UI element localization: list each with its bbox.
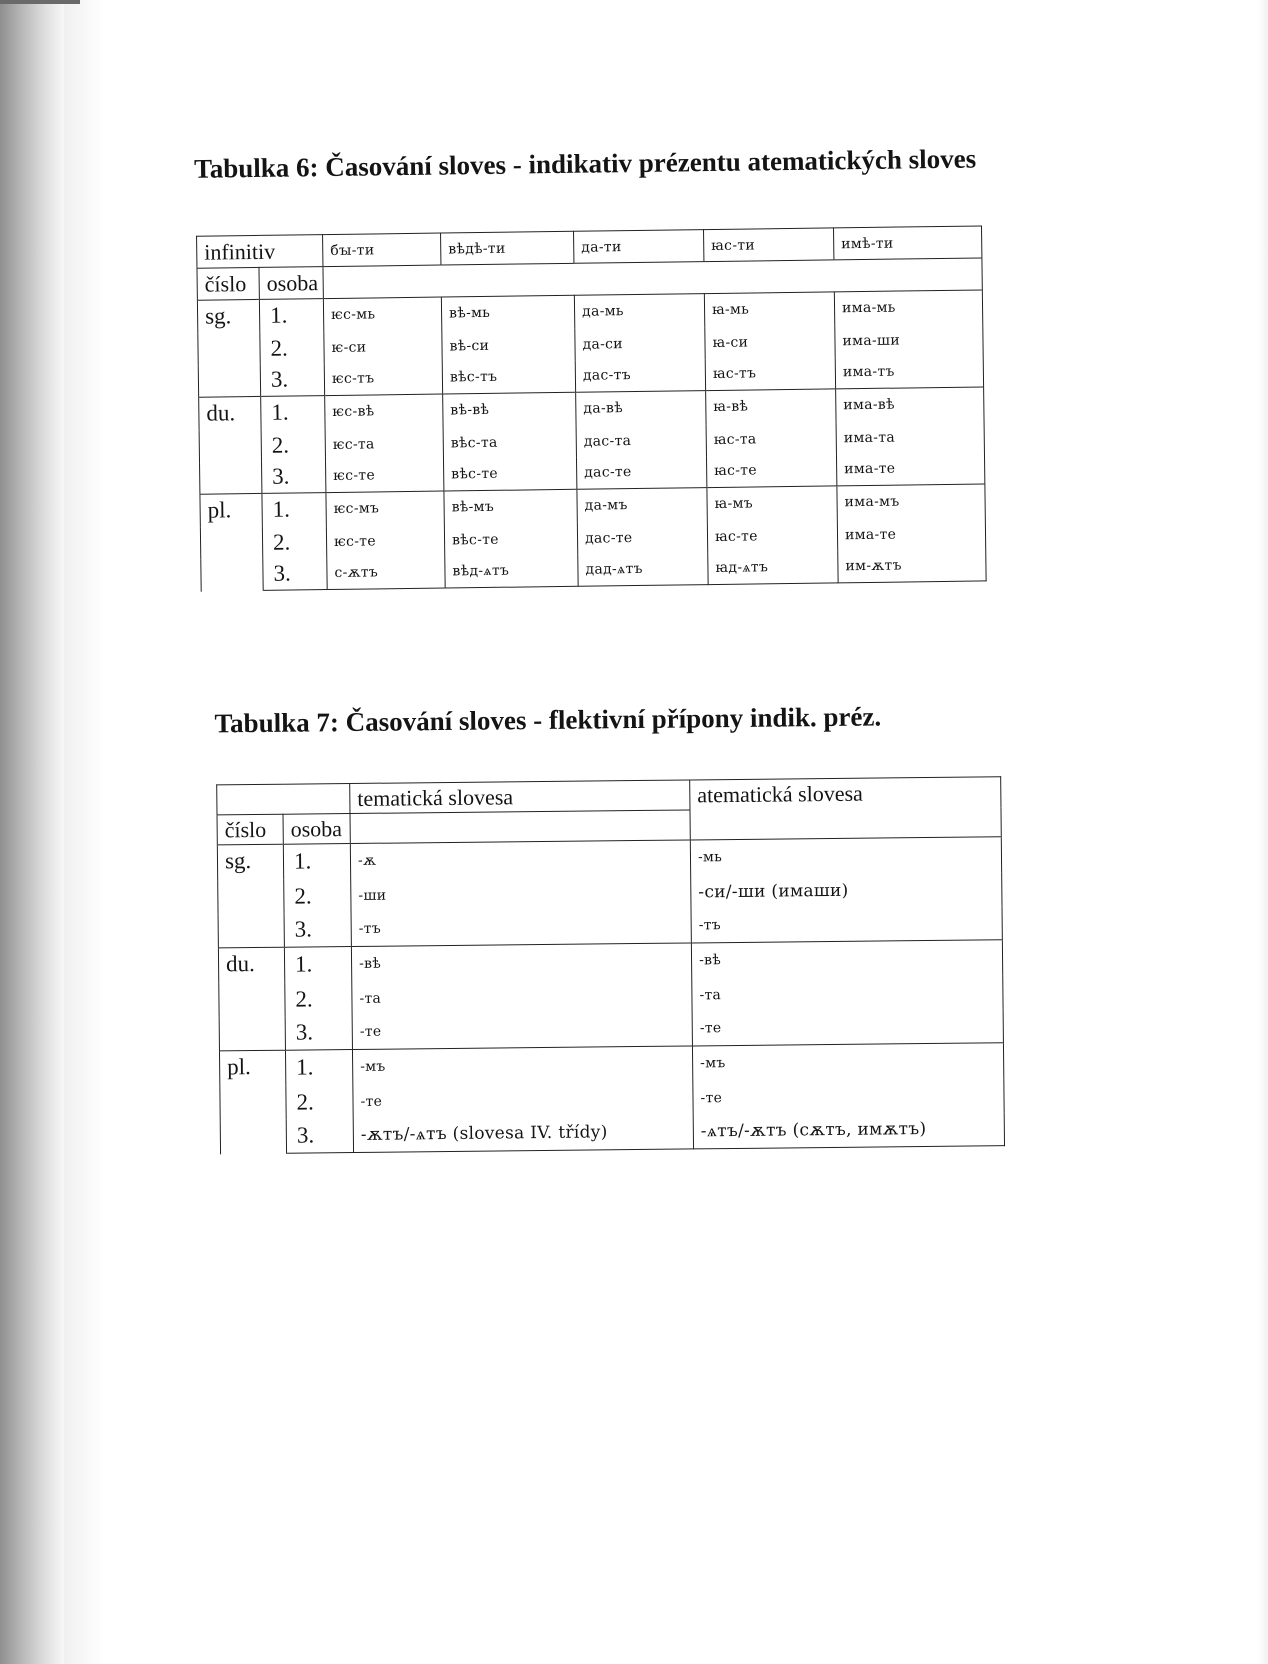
atematic-ending: -ѧтъ/-ѫтъ (сѫтъ, имѫтъ) xyxy=(693,1112,1004,1149)
verb-form: има-те xyxy=(837,517,985,551)
atematic-ending: -си/-ши (имаши) xyxy=(691,872,1002,909)
person-label: 1. xyxy=(284,947,351,983)
tematic-ending: -те xyxy=(352,1012,692,1050)
atematic-ending: -та xyxy=(692,975,1003,1012)
person-label: 1. xyxy=(259,299,323,333)
atematic-ending: -те xyxy=(692,1009,1003,1046)
table6-caption: Tabulka 6: Časování sloves - indikativ prézentu atematických sloves xyxy=(193,143,977,184)
verb-header: да-ти xyxy=(574,230,704,264)
verb-form: дас-те xyxy=(577,521,707,555)
verb-form: ѥс-та xyxy=(325,427,443,461)
person-label: 3. xyxy=(263,558,327,591)
gutter-shadow xyxy=(64,0,104,1664)
tematic-ending: -ѫтъ/-ѧтъ (slovesa IV. třídy) xyxy=(353,1115,693,1153)
verb-form: има-мъ xyxy=(837,484,985,519)
verb-header: вѣдѣ-ти xyxy=(441,231,574,265)
empty-cell xyxy=(690,807,1001,840)
verb-form: вѣс-та xyxy=(443,425,576,459)
atematic-ending: -мъ xyxy=(692,1043,1003,1081)
verb-form: вѣд-ѧтъ xyxy=(445,554,578,588)
table6-block xyxy=(0,0,1268,587)
empty-cell xyxy=(350,810,690,844)
person-label: 3. xyxy=(285,1016,352,1051)
verb-form: ꙗс-та xyxy=(706,422,836,456)
number-label: pl. xyxy=(219,1050,286,1154)
verb-header: имѣ-ти xyxy=(834,226,982,260)
tematic-ending: -тъ xyxy=(351,909,691,947)
verb-form: има-тъ xyxy=(835,355,983,389)
person-label: 3. xyxy=(262,461,326,494)
verb-form: ꙗс-те xyxy=(706,454,836,488)
verb-form: вѣс-те xyxy=(444,522,577,556)
page-edge xyxy=(1258,0,1268,1664)
person-label: 2. xyxy=(260,332,324,365)
tematic-ending: -ши xyxy=(351,875,691,913)
table6 xyxy=(196,225,987,591)
table7 xyxy=(216,776,1005,1154)
verb-form: вѣс-тъ xyxy=(442,360,575,394)
verb-form: има-та xyxy=(836,420,984,454)
person-label: 3. xyxy=(284,913,351,948)
verb-form: ꙗ-мъ xyxy=(707,486,837,521)
verb-form: дас-тъ xyxy=(575,359,705,393)
verb-form: ꙗ-си xyxy=(705,325,835,359)
person-label: 1. xyxy=(283,844,350,880)
atematic-ending: -те xyxy=(693,1078,1004,1115)
verb-header: ꙗс-ти xyxy=(704,228,834,262)
verb-form: ѥс-вѣ xyxy=(325,394,443,429)
verb-form: ѥс-те xyxy=(326,524,444,558)
atematic-ending: -вѣ xyxy=(691,940,1002,978)
verb-form: има-мь xyxy=(834,290,982,325)
verb-form: ѥ-си xyxy=(324,330,442,364)
person-label: 3. xyxy=(260,364,324,397)
person-label: 2. xyxy=(284,879,351,914)
verb-form: ѥс-мь xyxy=(323,297,441,332)
verb-form: ꙗд-ѧтъ xyxy=(708,551,838,585)
atematicka-header: atematická slovesa xyxy=(690,777,1001,810)
verb-form: им-ѫтъ xyxy=(838,549,986,583)
person-label: 1. xyxy=(261,396,325,430)
verb-form: ꙗс-тъ xyxy=(705,357,835,391)
scan-edge-mark xyxy=(0,0,80,4)
person-label: 2. xyxy=(285,982,352,1017)
verb-form: дас-та xyxy=(576,424,706,458)
number-label: du. xyxy=(218,947,285,1051)
infinitiv-label: infinitiv xyxy=(197,235,323,269)
number-label: sg. xyxy=(197,299,260,397)
verb-form: вѣс-те xyxy=(444,457,577,491)
table-row xyxy=(220,1112,1004,1154)
atematic-ending: -мь xyxy=(690,837,1001,875)
verb-form: да-мъ xyxy=(577,488,707,523)
verb-form: дас-те xyxy=(576,456,706,490)
person-label: 3. xyxy=(286,1119,353,1154)
tematic-ending: -вѣ xyxy=(351,943,691,982)
verb-form: вѣ-вѣ xyxy=(443,392,576,427)
tematic-ending: -те xyxy=(353,1081,693,1119)
verb-form: ѥс-мъ xyxy=(326,491,444,526)
verb-form: ѥс-те xyxy=(326,459,444,493)
tematic-ending: -та xyxy=(352,978,692,1016)
book-binding-shadow xyxy=(0,0,64,1664)
verb-form: да-вѣ xyxy=(576,391,706,426)
person-label: 1. xyxy=(285,1050,352,1086)
empty-cell xyxy=(217,784,350,815)
verb-form: вѣ-мь xyxy=(441,295,574,330)
table7-caption: Tabulka 7: Časování sloves - flektivní přípony indik. préz. xyxy=(214,701,882,739)
tematic-ending: -ѫ xyxy=(350,840,690,879)
verb-form: има-вѣ xyxy=(836,387,984,422)
person-label: 2. xyxy=(286,1085,353,1120)
verb-form: дад-ѧтъ xyxy=(578,553,708,587)
verb-form: вѣ-мъ xyxy=(444,489,577,524)
osoba-label: osoba xyxy=(283,814,350,845)
person-label: 2. xyxy=(262,526,326,559)
verb-form: ꙗ-мь xyxy=(704,292,834,327)
verb-form: ꙗс-те xyxy=(707,519,837,553)
atematic-ending: -тъ xyxy=(691,906,1002,943)
verb-form: има-те xyxy=(836,452,984,486)
cislo-label: číslo xyxy=(217,814,283,845)
verb-form: ѥс-тъ xyxy=(324,362,442,396)
verb-form: да-мь xyxy=(574,294,704,329)
person-label: 2. xyxy=(261,429,325,462)
number-label: pl. xyxy=(200,493,263,591)
person-label: 1. xyxy=(262,493,326,527)
verb-form: да-си xyxy=(575,327,705,361)
tematicka-header: tematická slovesa xyxy=(350,780,690,814)
tematic-ending: -мъ xyxy=(352,1046,692,1085)
osoba-label: osoba xyxy=(259,267,323,300)
verb-form: има-ши xyxy=(835,323,983,357)
verb-header: бꙑ-ти xyxy=(323,233,441,267)
verb-form: вѣ-си xyxy=(442,328,575,362)
verb-form: с-ѫтъ xyxy=(327,556,445,590)
number-label: sg. xyxy=(217,844,284,948)
number-label: du. xyxy=(199,396,262,494)
verb-form: ꙗ-вѣ xyxy=(706,389,836,424)
cislo-label: číslo xyxy=(197,267,259,300)
